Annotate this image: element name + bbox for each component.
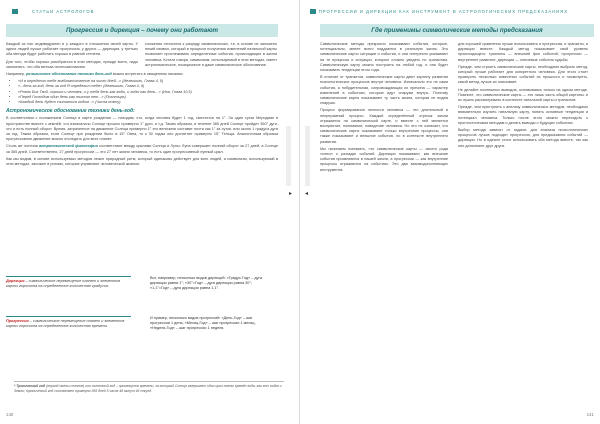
- left-col2-p1: сложения относятся к разряду символических, т.е. в основе их заложено некий символ, который в процессе получения изменений натальной карты позволяет прослеживать определенные события, происходящие в жизни человека. Кстати говоря, символизм, используемый в этих методах, имеет астрономическое, позиционное и даже символическое обоснование.: [145, 42, 277, 67]
- quote-item: • «Каждый день будет считаться годом...» (Числа поэту): [18, 100, 278, 105]
- right-running-head-marker: [310, 9, 316, 14]
- directions-example: Вот, например, несколько видов дирекций: «Градус-Год» – дуга дирекции равна 1°; «30°=Год» – дуга дирекции равна 30°; «1,1°=Год» – дуга дирекции равна 1,1°.: [150, 276, 262, 290]
- quote-item: • «Ровно Бог Твой, хорошо и человек, и у тебя день как годы, и годы как день...» (Иов, Глава 10,5): [18, 90, 278, 95]
- right-col2-p3: Не делайте поспешных выводов, основываясь только на одном методе. Помните, что символические карты — это лишь часть общей картины, и их нужно рассматривать в контексте натальной карты и транзитов.: [458, 87, 588, 103]
- quote-item: • «Перед Господом один день как тысяча лет...» (Псалтырь): [18, 95, 278, 100]
- definition-progression: [6, 316, 131, 329]
- left-running-head-marker: [12, 9, 18, 14]
- right-col2-p2: Прежде, чем строить символические карты, необходимо выбрать метод, который лучше работает для конкретного человека. Для этого стоит проверить несколько известных событий из прошлого и посмотреть, какой метод лучше их описывает.: [458, 64, 588, 85]
- right-col1: [320, 42, 448, 406]
- left-edge-tab: [286, 126, 291, 186]
- right-col1-p2: В отличие от транзитов, символические карты дают картину развития психологических процессов внутри человека. Изначально это не сами события, а побудительная, сопровождающая их причина — характер изменений в событиях, которые идут снаружи внутрь. Поэтому символические карты показывают ту часть жизни, которая не видна снаружи.: [320, 75, 448, 106]
- left-col1-p2: Для того, чтобы хорошо разобраться в этих методах, прежде всего, надо запомнить, что оба метода прогнозирования: [6, 59, 138, 68]
- quote-item: • «...день за год, день за год Я определил тебе» (Иезекииль, Глава 4, 6): [18, 84, 278, 89]
- intro-highlight: религиозное обоснование техники день-год: [26, 72, 112, 76]
- astro-subheading: Астрономическое обоснование техники день-год:: [6, 108, 135, 115]
- definition-term: Дирекция: [6, 279, 25, 283]
- definition-desc: – символическое перемещение планет и элементов карты гороскопа на определенное количество времени.: [6, 319, 125, 328]
- intro-paragraph: [6, 72, 278, 77]
- right-col2-p5: Выбор метода зависит от задачи: для анализа психологических процессов лучше подходят прогрессии, для предсказания событий — дирекции. Но в идеале стоит использовать оба метода вместе, так как они дополняют друг друга.: [458, 128, 588, 148]
- right-col1-p1: Символические методы прекрасно показывают события, которые, потенциально, менее всего поддаются в реальную жизнь. Это символические карты ситуации и события, и они интересно указывают на те процессы и ситуации, которые сложно увидеть по транзитам. Символическую карту можно построить на любой год, и она будет показывать тенденции этого года.: [320, 42, 448, 73]
- right-col1-p4: Мы начинаем понимать, что символические карты — своего рода «ключ» к разгадке событий. Дирекции показывают, как внешние события проявляются в нашей жизни, а прогрессии — как внутренние процессы отражаются на событиях. Это два взаимодополняющих инструмента.: [320, 146, 448, 172]
- cycle-post: соответствие между циклами Солнца и Луны: Луна совершает полный оборот за 27 дней, а Солнце за 365 дней. Соответственно, 27 дней прогрессии — это 27 лет жизни человека, то есть один прогрессивный лунный цикл.: [6, 144, 278, 154]
- footnote-text: (период смены сезонов) или солнечный год – промежуток времени, за который Солнце завершает один цикл смены времён года, как это видно с Земли; тропический год составляет примерно 365 дней 5 часов 48 минут 46 секунд.: [14, 384, 282, 393]
- right-edge-mark: ◂: [305, 191, 309, 197]
- intro-post: можно встретить в священном писании:: [112, 72, 184, 76]
- intro-pre: Например,: [6, 72, 26, 76]
- right-section-title: Где применимы символические методы предсказания: [320, 24, 594, 37]
- left-edge-mark: ▸: [289, 191, 293, 197]
- right-edge-tab: [305, 126, 310, 186]
- right-page: [300, 0, 600, 424]
- right-running-head: ПРОГРЕССИИ И ДИРЕКЦИИ КАК ИНСТРУМЕНТ В АСТРОЛОГИЧЕСКИХ ПРЕДСКАЗАНИЯХ: [318, 9, 568, 14]
- right-col2-p1: для хорошей сравнения лучше использовать и прогрессии, и транзиты, и дирекции вместе. Каждый метод показывает свой уровень происходящего: транзиты — внешний фон событий, прогрессии — внутреннее развитие, дирекции — ключевые события судьбы.: [458, 42, 588, 62]
- definition-term: Прогрессия: [6, 319, 29, 323]
- right-col2: [458, 42, 588, 406]
- left-col1: [6, 42, 138, 68]
- astro-paragraph: В соответствии с положением Солнца в карте рождения — находим, что, когда человек будет 1 год, сместится на 1°. За один сутки Меридиан в пространстве вместе с землёй, что изначально Солнце прошло примерно 1° дуги, и т.д. Таким образом, в течение 365 дней Солнце пройдет 360° дуги, что и есть полный оборот. Время, затраченное на движение Солнца примерно 1° его величина составит почти как 1° за сутки, или около 1 градуса дуги за год. Таким образом, если Солнце при рождении было в 15° Овна, то к 30 годам оно достигнет примерно 15° Тельца. Аналогичным образом прогрессивное движение можно отследить для всех планет.: [6, 116, 278, 142]
- quote-item: • «И я определил тебе возблагословение на число дней...» (Иезекииль, Глава 4, 5): [18, 79, 278, 84]
- left-running-head: СТАТЬИ АСТРОЛОГОВ: [32, 9, 95, 14]
- scripture-quotes: [18, 79, 278, 105]
- cycle-pre: Столь же логична: [6, 144, 39, 149]
- left-col1-p1: Каждый из нас индивидуален и у каждого в отношении своей карты. У одних людей лучше работает прогрессия, у других — дирекция, у третьих оба метода будут работать хорошо в равной степени.: [6, 42, 138, 57]
- right-page-number: 141: [586, 412, 594, 417]
- footnote-label: * Тропический год: [14, 384, 46, 388]
- progressions-example: И пример, несколько видов прогрессий: «День-Год» – шаг прогрессии 1 день; «Месяц-Год» – шаг прогрессии 1 месяц; «Неделя-Год» – шаг прогрессии 1 неделя.: [150, 316, 256, 330]
- definition-desc: – символическое перемещение планет и элементов карты гороскопа на определенное количество градусов.: [6, 279, 121, 288]
- cycle-paragraph: [6, 144, 278, 154]
- right-col2-p4: Прежде, чем приступить к анализу символических методов, необходимо внимательно изучить натальную карту, понять основные тенденции и потенциал человека. Только после этого можно переходить к прогностическим методам и делать выводы о будущих событиях.: [458, 105, 588, 125]
- left-col2: [145, 42, 277, 68]
- definition-direction: [6, 276, 131, 289]
- left-page-number: 140: [6, 412, 14, 417]
- left-section-title: Прогрессия и дирекция – почему они работают: [6, 24, 278, 37]
- cycle-highlight: астрономической философии: [38, 144, 98, 149]
- footnote: [14, 381, 284, 393]
- left-wide-text: [6, 72, 278, 270]
- rhythm-paragraph: Как мы видим, в основе используемых методов лежит природный ритм, который одинаково действует для всех людей, а символизм, используемый в этих методах, заложен в ритмах, которые управляют человеческой жизнью.: [6, 156, 278, 167]
- right-col1-p3: Процесс формирования личности человека — это длительный и непрерывный процесс. Каждый определённый отрезок жизни отражается на символической карте, и вместе с ней меняется восприятие, понимание, поведение человека. Но это не означает, что символические карты показывают только внутренние процессы, они также показывают и внешние события, но в контексте внутреннего развития.: [320, 108, 448, 144]
